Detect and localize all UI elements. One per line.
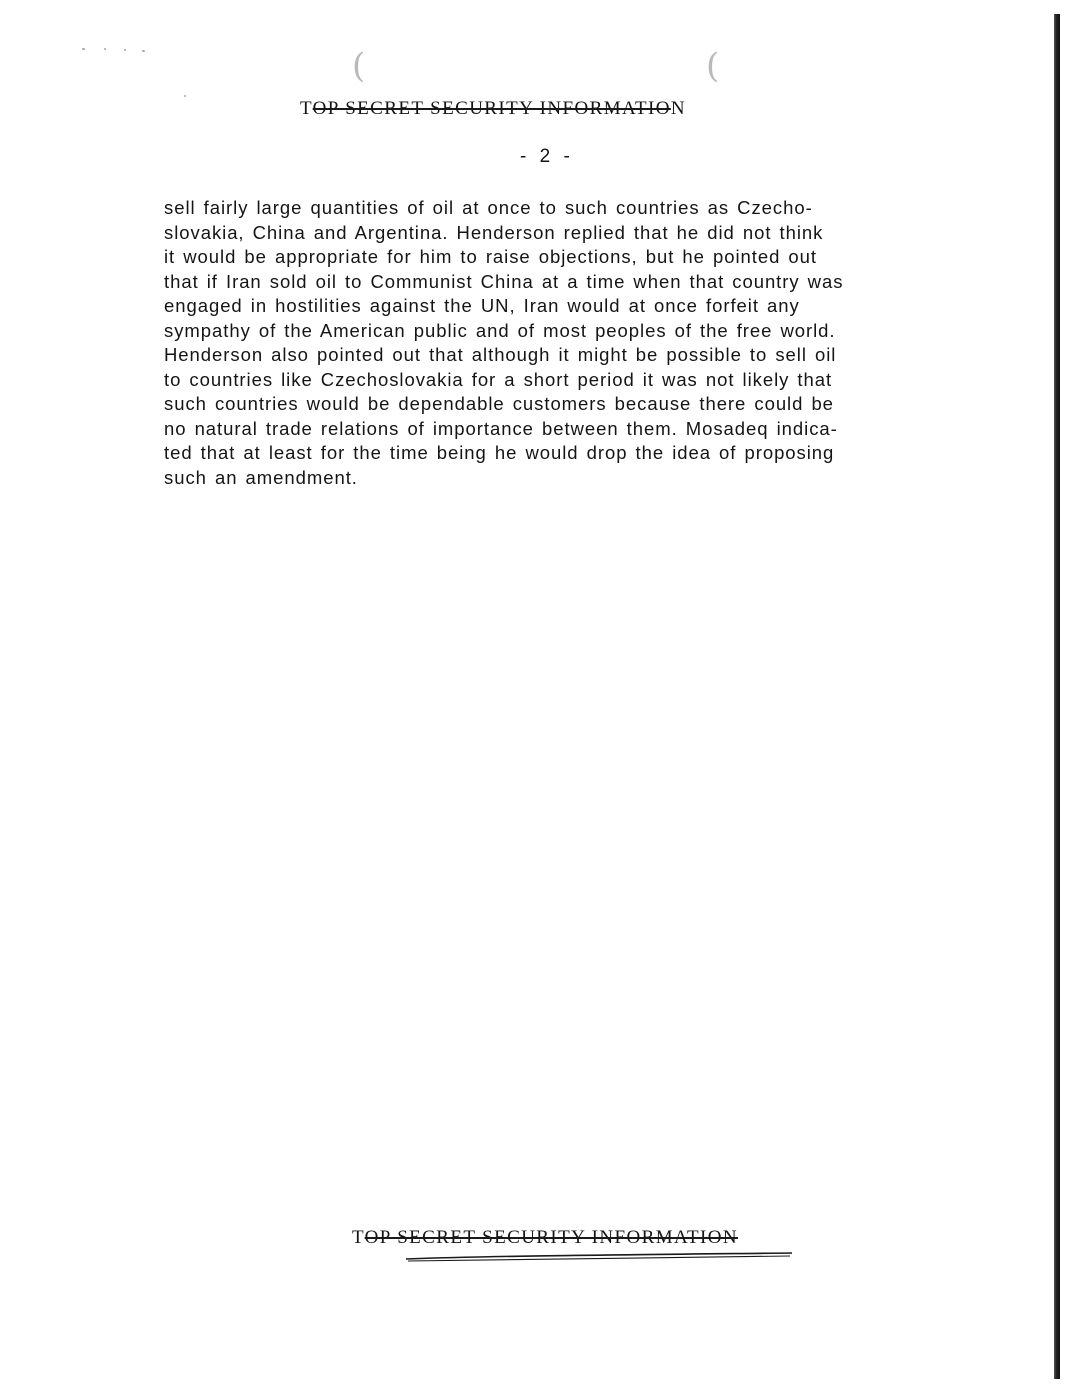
header-classification-marking	[300, 98, 880, 120]
page-number: - 2 -	[520, 146, 574, 167]
body-line: sell fairly large quantities of oil at once to such countries as Czecho-	[164, 197, 813, 218]
body-line: sympathy of the American public and of most peoples of the free world.	[164, 319, 836, 341]
page-edge-shadow	[1054, 14, 1060, 1379]
body-line: ted that at least for the time being he would drop the idea of proposing	[164, 442, 835, 463]
header-classification-lead: T	[300, 98, 313, 119]
scan-speck	[82, 48, 85, 50]
scan-speck	[184, 95, 186, 97]
scan-speck	[124, 49, 126, 51]
body-line: slovakia, China and Argentina. Henderson replied that he did not think	[164, 221, 824, 243]
punch-hole-mark: (	[352, 46, 366, 86]
body-line: to countries like Czechoslovakia for a short period it was not likely that	[164, 368, 833, 390]
body-line: Henderson also pointed out that although it might be possible to sell oil	[164, 344, 837, 365]
footer-classification-marking	[352, 1227, 832, 1249]
header-classification-tail: N	[670, 98, 686, 119]
scan-speck	[104, 48, 106, 50]
footer-handdrawn-underline	[404, 1251, 794, 1263]
body-line: that if Iran sold oil to Communist China at a time when that country was	[164, 270, 844, 292]
body-line: it would be appropriate for him to raise objections, but he pointed out	[164, 246, 817, 267]
scan-speck	[142, 50, 145, 52]
footer-classification-struck: OP SECRET SECURITY INFORMATION	[364, 1227, 738, 1248]
body-line: engaged in hostilities against the UN, Iran would at once forfeit any	[164, 295, 800, 316]
body-line: such an amendment.	[164, 466, 358, 488]
header-classification-struck: OP SECRET SECURITY INFORMATIO	[312, 98, 671, 119]
punch-hole-mark: (	[706, 46, 720, 86]
body-paragraph	[164, 196, 964, 490]
body-line: such countries would be dependable customers because there could be	[164, 393, 834, 414]
footer-classification-lead: T	[352, 1227, 365, 1248]
body-line: no natural trade relations of importance between them. Mosadeq indica-	[164, 417, 838, 439]
